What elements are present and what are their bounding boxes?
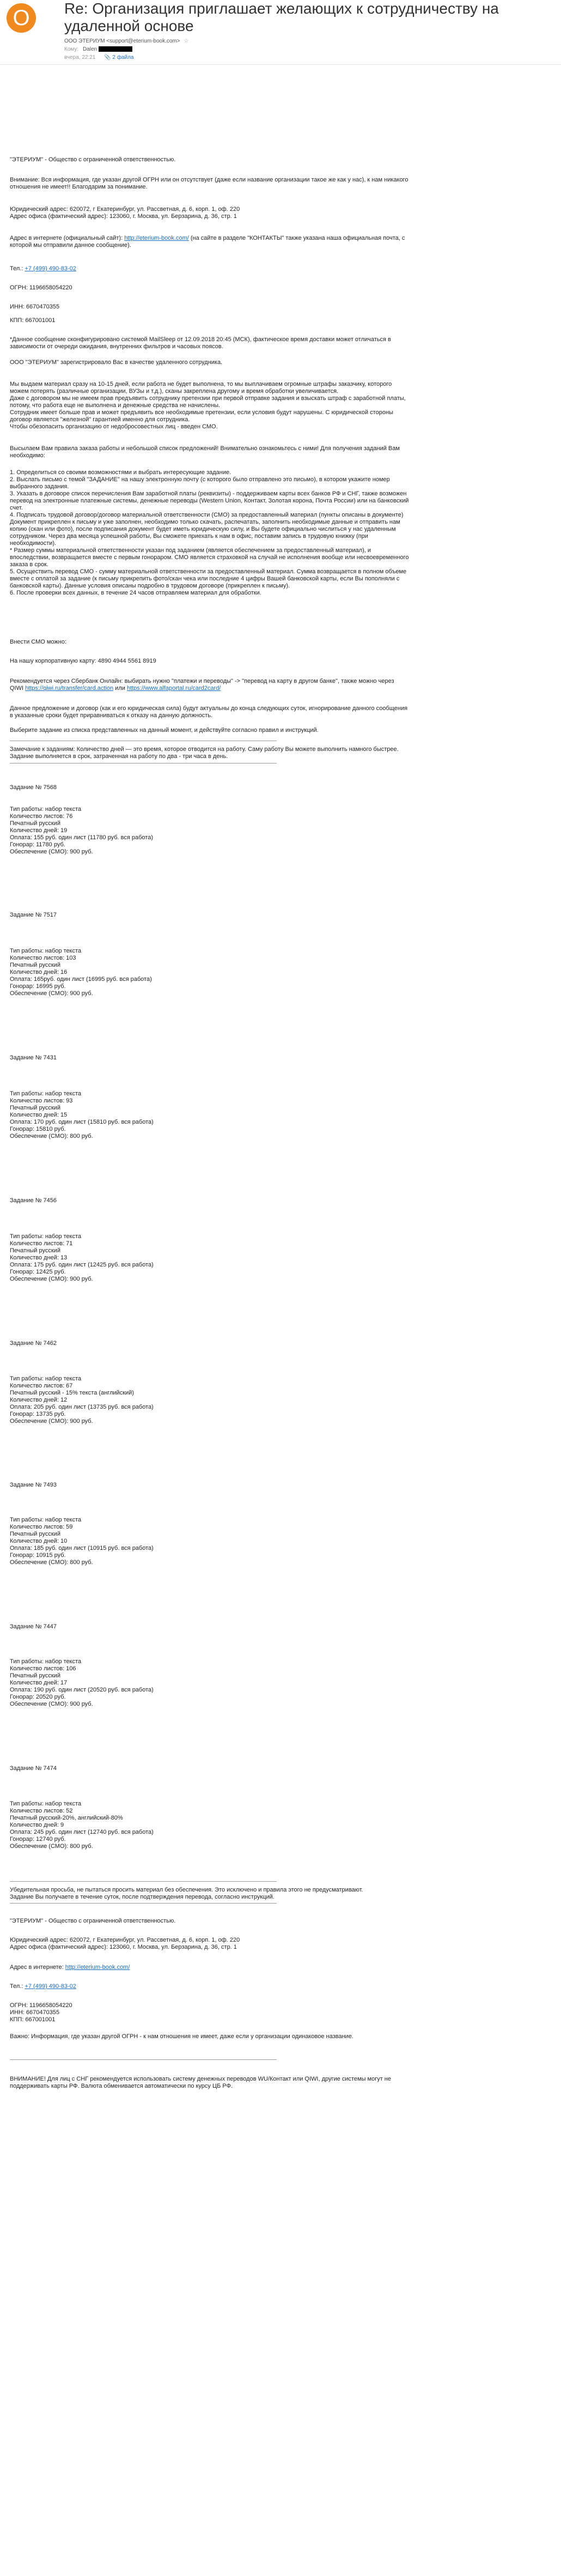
website-line: Адрес в интернете (официальный сайт): http://eterium-book.com/ (на сайте в разделе "КОНТАКТЫ" также указана наша официальная почта, с которой мы отправили данное сообщение). (10, 235, 405, 248)
footer-addresses: Юридический адрес: 620072, г Екатеринбург, ул. Рассветная, д. 6, корп. 1, оф. 220 Адрес офиса (фактический адрес): 123060, г. Москва, ул. Берзарина, д. 36, стр. 1 (10, 1937, 240, 1950)
task-details: Тип работы: набор текста Количество листов: 59 Печатный русский Количество дней: 10 Оплата: 185 руб. один лист (10915 руб. вся работа) Гонорар: 10915 руб. Обеспечение (СМО): 800 руб. (10, 1517, 154, 1566)
divider (10, 1881, 277, 1882)
recipient-name[interactable]: Dalen (82, 46, 97, 52)
cis-notice: ВНИМАНИЕ! Для лиц с СНГ рекомендуется использовать систему денежных переводов WU/Контакт или QIWI, другие системы могут не поддерживать карты РФ. Валюта обменивается автоматически по курсу ЦБ РФ. (10, 2076, 392, 2089)
task-remark: Замечание к заданиям: Количество дней — это время, которое отводится на работу. Саму работу Вы можете выполнить намного быстрее. Задание выполняется в срок, затраченная на работу по два - три часа в день. (10, 746, 399, 760)
footer-company: "ЭТЕРИУМ" - Общество с ограниченной ответственностью. (10, 1918, 176, 1924)
choose-task-line: Выберите задание из списка представленных на данный момент, и действуйте согласно правил и инструкций. (10, 727, 319, 734)
footer-phone-link[interactable]: +7 (499) 490-83-02 (25, 1983, 76, 1990)
alfa-link[interactable]: https://www.alfaportal.ru/card2card/ (126, 685, 221, 692)
divider (10, 2059, 277, 2060)
task-details: Тип работы: набор текста Количество листов: 93 Печатный русский Количество дней: 15 Оплата: 170 руб. один лист (15810 руб. вся работа) Гонорар: 15810 руб. Обеспечение (СМО): 800 руб. (10, 1090, 154, 1139)
task-title: Задание № 7456 (10, 1197, 57, 1204)
task-title: Задание № 7474 (10, 1765, 57, 1772)
instruction-steps: 1. Определиться со своими возможностями и выбрать интересующие задание. 2. Выслать письмо с темой "ЗАДАНИЕ" на нашу электронную почту (с которого было отправлено это письмо), в котором укажите номер выбранного задания. 3. Указать в договоре список перечисления Вам заработной платы (реквизиты) - поддерживаем карты всех банков РФ и СНГ, также возможен перевод на электронные платежные системы, денежные переводы (Western Union, Контакт, Золотая корона, Почта России) или на банковский счет. 4. Подписать трудовой договор/договор материальной ответственности (СМО) за предоставленный материал (пункты описаны в документе) Документ прикреплен к письму и уже заполнен, необходимо только скачать, распечатать, заполнить необходимые данные и отправить нам копию (скан или фото), после подписания документ будет иметь юридическую силу, и Вы будете официально числиться у нас удаленным сотрудником. Через два месяца успешной работы, Вы сможете приехать к нам в офис, поставим запись в трудовую книжку (при необходимости). * Размер суммы материальной ответственности указан под заданием (является обеспечением за предоставленный материал), и впоследствии, возвращается вместе с первым гонораром. СМО является страховкой на случай не исполнения вообще или несвоевременного заказа в срок. 5. Осуществить перевод СМО - сумму материальной ответственности за предоставленный материал. Сумма возвращается в полном объеме вместе с оплатой за задание (к письму прикрепить фото/скан чека или последние 4 цифры Вашей банковской карты, если Вы пополняли с банковской карты). Данные условия описаны подробно в трудовом договоре (прикреплен к письму). 6. После проверки всех данных, в течение 24 часов отправляем материал для обработки. (10, 469, 409, 596)
star-icon[interactable]: ☆ (184, 38, 189, 44)
message-header (0, 0, 561, 65)
task-title: Задание № 7462 (10, 1340, 57, 1347)
redacted-recipient (99, 46, 132, 52)
qiwi-link[interactable]: https://qiwi.ru/transfer/card.action (25, 685, 114, 692)
footer-important: Важно: Информация, где указан другой ОГРН - к нам отношения не имеет, даже если у организации одинаковое название. (10, 2033, 353, 2040)
task-title: Задание № 7517 (10, 912, 57, 918)
task-title: Задание № 7447 (10, 1623, 57, 1630)
website-link[interactable]: http://eterium-book.com/ (124, 235, 189, 241)
sender-avatar[interactable]: О (7, 3, 36, 33)
rules-paragraph: Мы выдаем материал сразу на 10-15 дней, если работа не будет выполнена, то мы выплачиваем огромные штрафы заказчику, которого можем потерять (различные организации, ВУЗы и т.д.), сканы закреплена другому и время обработки увеличивается. Даже с договором мы не имеем прав предъявить сотруднику претензии при первой отправке задания и взыскать штраф с заработной платы, потому, что работа еще не выполнена и денежные средства не начислены. Сотрудник имеет больше прав и может предъявить все необходимые претензии, если условия будут нарушены. С юридической стороны договор является "железной" гарантией именно для сотрудника. Чтобы обезопасить организацию от недобросовестных лиц - введен СМО. (10, 381, 406, 430)
task-title: Задание № 7568 (10, 784, 57, 791)
registration-line: ООО "ЭТЕРИУМ" зарегистрировало Вас в качестве удаленного сотрудника. (10, 359, 223, 366)
footer-website: Адрес в интернете: http://eterium-book.com/ (10, 1964, 130, 1971)
payment-heading: Внести СМО можно: (10, 639, 67, 645)
sender-email[interactable]: <support@eterium-book.com> (106, 38, 180, 44)
inn-line: ИНН: 6670470355 (10, 304, 60, 310)
company-addresses: Юридический адрес: 620072, г Екатеринбург, ул. Рассветная, д. 6, корп. 1, оф. 220 Адрес офиса (фактический адрес): 123060, г. Москва, ул. Берзарина, д. 36, стр. 1 (10, 206, 240, 220)
task-details: Тип работы: набор текста Количество листов: 76 Печатный русский Количество дней: 19 Оплата: 155 руб. один лист (11780 руб. вся работа) Гонорар: 11780 руб. Обеспечение (СМО): 900 руб. (10, 806, 153, 855)
message-subject: Re: Организация приглашает желающих к сотрудничеству на удаленной основе (64, 0, 499, 34)
task-title: Задание № 7431 (10, 1054, 57, 1061)
ogrn-line: ОГРН: 1196658054220 (10, 284, 72, 291)
divider (10, 1903, 277, 1904)
mailsleep-note: *Данное сообщение сконфигурировано системой MailSleep от 12.09.2018 20:45 (МСК), фактическое время доставки может отличаться в зависимости от очереди ожидания, внутренних фильтров и часовых поясов. (10, 336, 391, 350)
footer-website-link[interactable]: http://eterium-book.com/ (65, 1964, 130, 1971)
phone-link[interactable]: +7 (499) 490-83-02 (25, 265, 76, 272)
rules-intro: Высылаем Вам правила заказа работы и небольшой список предложений! Внимательно ознакомьтесь с ними! Для получения заданий Вам необходимо: (10, 445, 400, 459)
task-title: Задание № 7493 (10, 1482, 57, 1488)
task-details: Тип работы: набор текста Количество листов: 106 Печатный русский Количество дней: 17 Оплата: 190 руб. один лист (20520 руб. вся работа) Гонорар: 20520 руб. Обеспечение (СМО): 900 руб. (10, 1658, 154, 1707)
sender-line (64, 38, 188, 44)
date-line (64, 54, 133, 60)
corporate-card-line: На нашу корпоративную карту: 4890 4944 5561 8919 (10, 658, 156, 664)
recipient-line (64, 46, 132, 52)
offer-validity: Данное предложение и договор (как и его юридическая сила) будут актуальны до конца следующих суток, игнорирование данного сообщения в указанные сроки будет приравниваться к отказу на данную должность. (10, 705, 408, 719)
task-details: Тип работы: набор текста Количество листов: 67 Печатный русский - 15% текста (английский) Количество дней: 12 Оплата: 205 руб. один лист (13735 руб. вся работа) Гонорар: 13735 руб. Обеспечение (СМО): 900 руб. (10, 1375, 154, 1425)
kpp-line: КПП: 667001001 (10, 317, 56, 324)
footer-registration: ОГРН: 1196658054220 ИНН: 6670470355 КПП: 667001001 (10, 2002, 72, 2023)
company-intro: "ЭТЕРИУМ" - Общество с ограниченной ответственностью. (10, 156, 176, 163)
phone-line: Тел.: +7 (499) 490-83-02 (10, 265, 76, 272)
task-details: Тип работы: набор текста Количество листов: 103 Печатный русский Количество дней: 16 Оплата: 165руб. один лист (16995 руб. вся работа) Гонорар: 16995 руб. Обеспечение (СМО): 900 руб. (10, 948, 152, 997)
sender-name[interactable]: ООО ЭТЕРИУМ (64, 38, 105, 44)
paperclip-icon: 📎 (104, 54, 111, 60)
notice-ogrn: Внимание: Вся информация, где указан другой ОГРН или он отсутствует (даже если название организации такое же как у нас), к нам никакого отношения не имеет!! Благодарим за понимание. (10, 177, 408, 190)
deposit-warning: Убедительная просьба, не пытаться просить материал без обеспечения. Это исключено и правила этого не предусматривают. Задание Вы получаете в течение суток, после подтверждения перевода, согласно инструкций. (10, 1887, 363, 1900)
transfer-recommendation: Рекомендуется через Сбербанк Онлайн: выбирать нужно "платежи и переводы" -> "перевод на карту в другом банке", также можно через QIWI https://qiwi.ru/transfer/card.action или https://www.alfaportal.ru/card2card/ (10, 678, 394, 692)
message-date: вчера, 22:21 (64, 54, 96, 60)
task-details: Тип работы: набор текста Количество листов: 71 Печатный русский Количество дней: 13 Оплата: 175 руб. один лист (12425 руб. вся работа) Гонорар: 12425 руб. Обеспечение (СМО): 900 руб. (10, 1233, 154, 1282)
task-details: Тип работы: набор текста Количество листов: 52 Печатный русский-20%, английский-80% Количество дней: 9 Оплата: 245 руб. один лист (12740 руб. вся работа) Гонорар: 12740 руб. Обеспечение (СМО): 800 руб. (10, 1801, 154, 1850)
attachments-link[interactable]: 2 файла (112, 54, 134, 60)
to-label: Кому: (64, 46, 79, 52)
footer-phone: Тел.: +7 (499) 490-83-02 (10, 1983, 76, 1990)
